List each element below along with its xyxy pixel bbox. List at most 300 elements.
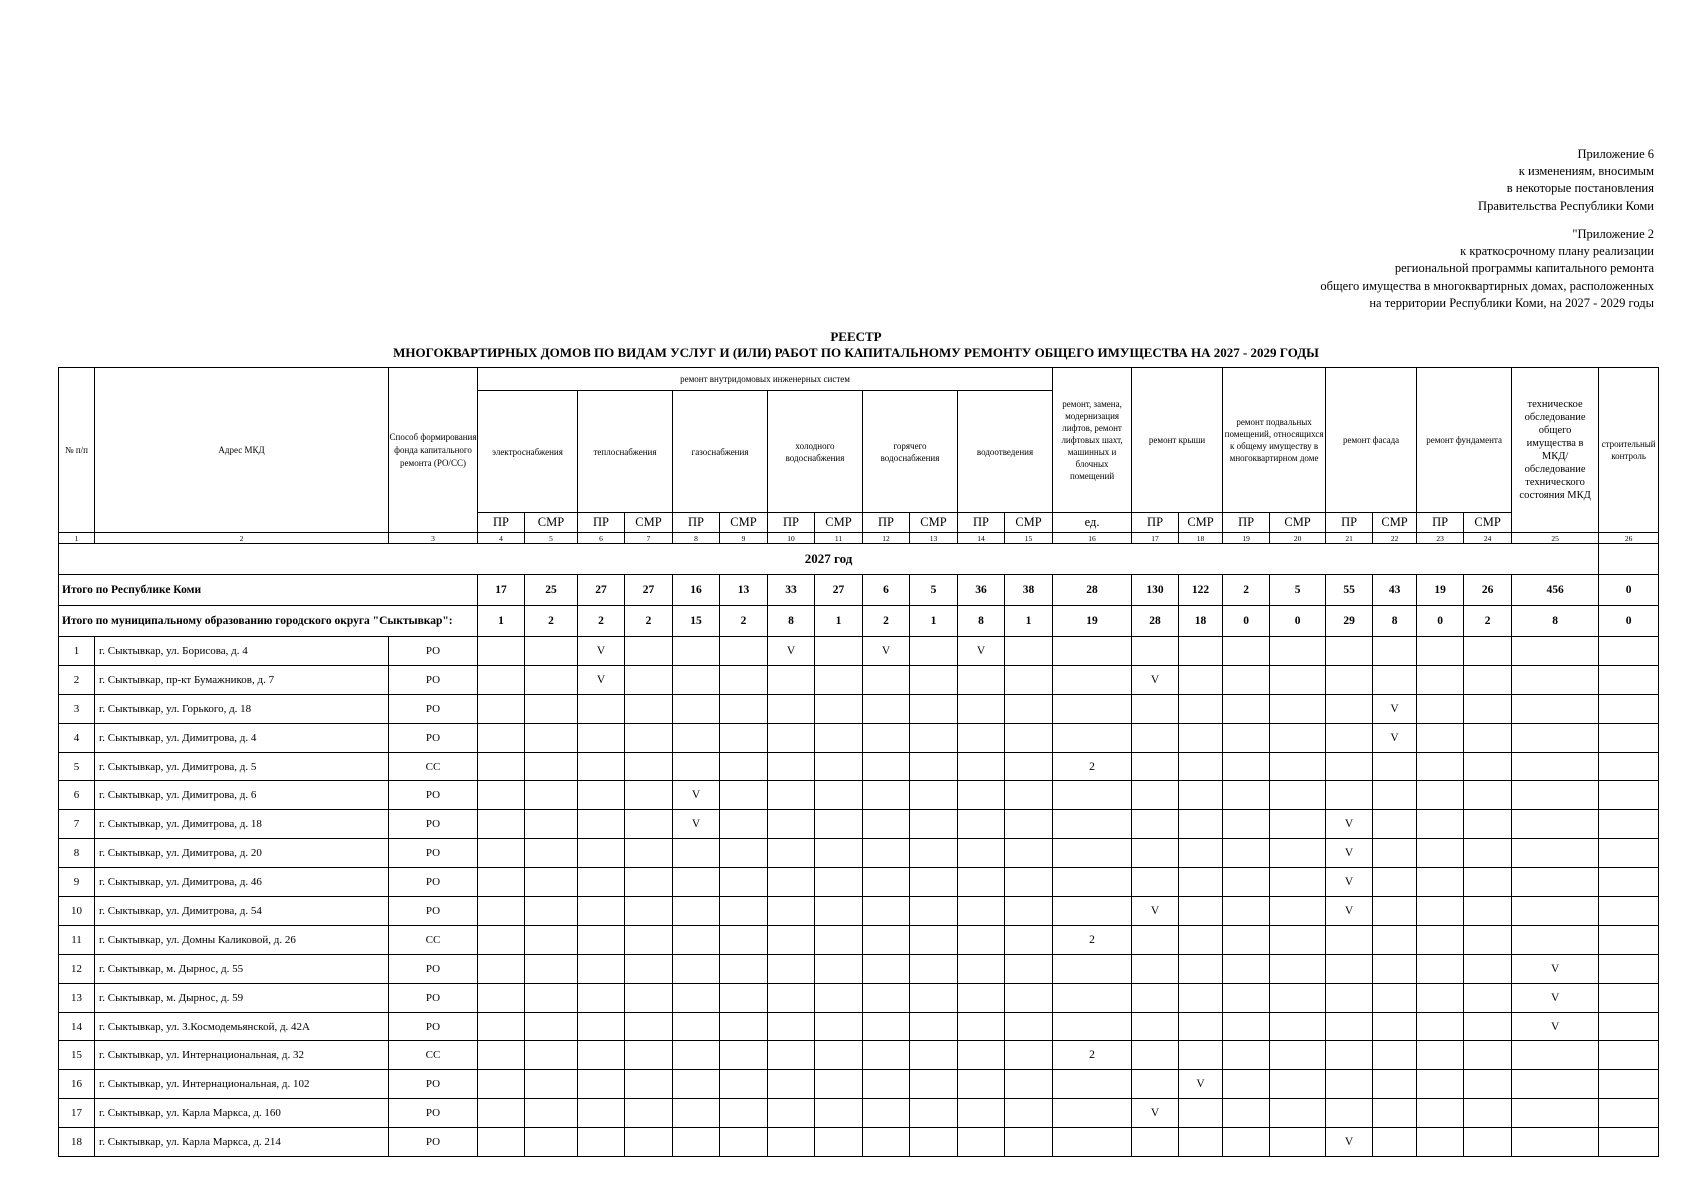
row-cell	[673, 637, 720, 666]
row-cell	[958, 1070, 1005, 1099]
row-cell	[1326, 1012, 1373, 1041]
row-cell	[525, 637, 578, 666]
total-value: 28	[1053, 575, 1132, 606]
row-cell	[1005, 897, 1053, 926]
row-cell	[625, 1041, 673, 1070]
row-cell	[478, 839, 525, 868]
row-cell	[478, 1099, 525, 1128]
row-cell	[673, 1070, 720, 1099]
row-cell	[720, 723, 768, 752]
total-value: 1	[815, 606, 863, 637]
row-cell	[1373, 839, 1417, 868]
total-value: 27	[815, 575, 863, 606]
row-cell	[768, 1070, 815, 1099]
row-cell	[1223, 1012, 1270, 1041]
row-cell	[1373, 954, 1417, 983]
row-cell	[1132, 839, 1179, 868]
row-cell	[910, 897, 958, 926]
row-cell	[1599, 694, 1659, 723]
header-pr: ПР	[1417, 513, 1464, 533]
row-cell	[478, 665, 525, 694]
row-cell	[525, 1099, 578, 1128]
row-cell	[478, 810, 525, 839]
row-cell	[910, 925, 958, 954]
row-cell	[1599, 752, 1659, 781]
table-row	[59, 1099, 1659, 1128]
header-roof: ремонт крыши	[1132, 368, 1223, 513]
row-cell	[1223, 1128, 1270, 1157]
row-cell	[720, 925, 768, 954]
row-cell	[673, 954, 720, 983]
total-value: 122	[1179, 575, 1223, 606]
row-cell	[910, 810, 958, 839]
row-cell	[1270, 897, 1326, 926]
row-cell	[1270, 839, 1326, 868]
row-cell	[1223, 954, 1270, 983]
row-cell	[1464, 781, 1512, 810]
row-cell	[1132, 637, 1179, 666]
column-number: 6	[578, 533, 625, 544]
header-pr: ПР	[578, 513, 625, 533]
row-cell	[1223, 752, 1270, 781]
row-cell	[525, 1128, 578, 1157]
row-cell	[1270, 637, 1326, 666]
appendix-line: Приложение 6	[1577, 147, 1654, 161]
row-cell	[1373, 1041, 1417, 1070]
total-value: 55	[1326, 575, 1373, 606]
total-value: 38	[1005, 575, 1053, 606]
row-cell	[1512, 1070, 1599, 1099]
row-cell	[768, 839, 815, 868]
row-number: 3	[59, 694, 95, 723]
row-cell	[1179, 1128, 1223, 1157]
row-cell	[768, 1041, 815, 1070]
row-cell	[1373, 637, 1417, 666]
row-cell	[1053, 810, 1132, 839]
row-cell	[578, 1128, 625, 1157]
table-row	[59, 1041, 1659, 1070]
row-cell	[1053, 1128, 1132, 1157]
row-cell	[720, 868, 768, 897]
row-cell	[673, 752, 720, 781]
row-cell	[525, 925, 578, 954]
row-cell	[1464, 1070, 1512, 1099]
row-cell	[1512, 897, 1599, 926]
row-cell	[578, 752, 625, 781]
row-cell	[1373, 781, 1417, 810]
row-cell	[1599, 954, 1659, 983]
row-cell	[1132, 810, 1179, 839]
row-cell	[1326, 723, 1373, 752]
row-cell	[863, 954, 910, 983]
row-cell: V	[1326, 810, 1373, 839]
row-cell	[625, 665, 673, 694]
row-cell	[815, 983, 863, 1012]
row-cell	[1132, 781, 1179, 810]
appendix-line: Правительства Республики Коми	[1478, 198, 1654, 213]
header-smr: СМР	[720, 513, 768, 533]
row-cell	[1270, 983, 1326, 1012]
row-cell	[1326, 1099, 1373, 1128]
row-cell: V	[1512, 983, 1599, 1012]
row-cell	[720, 954, 768, 983]
row-cell	[625, 637, 673, 666]
table-row	[59, 1070, 1659, 1099]
row-cell	[958, 723, 1005, 752]
column-number: 11	[815, 533, 863, 544]
row-method: РО	[389, 665, 478, 694]
row-cell	[1599, 925, 1659, 954]
total-value: 6	[863, 575, 910, 606]
row-cell	[1599, 1070, 1659, 1099]
row-cell	[578, 1041, 625, 1070]
row-cell	[1132, 723, 1179, 752]
row-cell	[910, 1041, 958, 1070]
row-cell	[768, 723, 815, 752]
row-cell	[1464, 637, 1512, 666]
row-cell	[1417, 694, 1464, 723]
row-cell	[1053, 637, 1132, 666]
row-cell	[578, 897, 625, 926]
row-cell	[720, 1099, 768, 1128]
row-cell	[1270, 1012, 1326, 1041]
appendix-line: региональной программы капитального ремонта	[1394, 261, 1654, 276]
row-cell	[1005, 1099, 1053, 1128]
row-number: 18	[59, 1128, 95, 1157]
row-cell	[815, 954, 863, 983]
row-cell	[863, 839, 910, 868]
row-cell	[478, 1070, 525, 1099]
row-cell	[815, 897, 863, 926]
header-smr: СМР	[1270, 513, 1326, 533]
appendix-6-note	[1478, 146, 1654, 215]
document-title	[58, 329, 1654, 361]
column-number: 9	[720, 533, 768, 544]
row-cell	[1417, 1012, 1464, 1041]
column-number: 24	[1464, 533, 1512, 544]
row-cell	[625, 954, 673, 983]
row-cell	[1464, 954, 1512, 983]
header-smr: СМР	[1179, 513, 1223, 533]
row-cell	[1005, 868, 1053, 897]
row-cell	[578, 954, 625, 983]
row-cell	[958, 752, 1005, 781]
row-cell	[578, 925, 625, 954]
row-cell	[1179, 839, 1223, 868]
row-cell	[525, 752, 578, 781]
row-cell	[1053, 665, 1132, 694]
row-cell	[1599, 637, 1659, 666]
column-number: 4	[478, 533, 525, 544]
row-cell	[1464, 1012, 1512, 1041]
row-cell	[720, 983, 768, 1012]
row-cell	[720, 1128, 768, 1157]
row-cell	[720, 637, 768, 666]
row-cell	[625, 810, 673, 839]
row-cell	[673, 694, 720, 723]
row-cell	[525, 723, 578, 752]
row-cell	[1179, 665, 1223, 694]
header-pr: ПР	[673, 513, 720, 533]
row-cell	[478, 1128, 525, 1157]
column-number: 12	[863, 533, 910, 544]
row-cell: V	[1512, 1012, 1599, 1041]
row-cell	[910, 752, 958, 781]
row-cell	[1053, 839, 1132, 868]
row-cell	[958, 1012, 1005, 1041]
row-cell	[863, 781, 910, 810]
row-cell	[1599, 1041, 1659, 1070]
row-cell	[1179, 694, 1223, 723]
row-method: РО	[389, 637, 478, 666]
row-cell	[1005, 954, 1053, 983]
row-cell	[673, 897, 720, 926]
row-cell: 2	[1053, 752, 1132, 781]
row-number: 10	[59, 897, 95, 926]
row-cell	[1270, 723, 1326, 752]
total-value: 27	[578, 575, 625, 606]
total-value: 1	[1005, 606, 1053, 637]
row-cell	[910, 868, 958, 897]
row-cell	[1270, 752, 1326, 781]
row-cell	[958, 810, 1005, 839]
row-cell: V	[1326, 1128, 1373, 1157]
row-method: РО	[389, 897, 478, 926]
row-cell	[1179, 637, 1223, 666]
row-cell	[768, 1128, 815, 1157]
row-cell	[768, 954, 815, 983]
row-cell	[815, 1041, 863, 1070]
row-cell	[1326, 752, 1373, 781]
row-number: 1	[59, 637, 95, 666]
row-cell: V	[1132, 1099, 1179, 1128]
row-cell	[1053, 954, 1132, 983]
total-value: 5	[1270, 575, 1326, 606]
total-value: 2	[578, 606, 625, 637]
row-address: г. Сыктывкар, ул. Интернациональная, д. 32	[95, 1041, 389, 1070]
row-cell	[578, 868, 625, 897]
total-value: 26	[1464, 575, 1512, 606]
total-value: 130	[1132, 575, 1179, 606]
row-cell	[1417, 723, 1464, 752]
row-cell	[910, 694, 958, 723]
row-number: 2	[59, 665, 95, 694]
row-cell	[768, 1099, 815, 1128]
row-method: РО	[389, 1012, 478, 1041]
row-method: РО	[389, 839, 478, 868]
row-cell	[1053, 983, 1132, 1012]
header-pr: ПР	[1132, 513, 1179, 533]
row-cell	[1179, 810, 1223, 839]
row-address: г. Сыктывкар, ул. З.Космодемьянской, д. 42А	[95, 1012, 389, 1041]
row-cell	[863, 1099, 910, 1128]
row-cell	[1005, 810, 1053, 839]
table-row	[59, 1128, 1659, 1157]
row-cell	[910, 839, 958, 868]
row-cell	[863, 897, 910, 926]
row-cell	[720, 694, 768, 723]
row-cell	[478, 983, 525, 1012]
row-cell	[1270, 665, 1326, 694]
row-cell: V	[1326, 839, 1373, 868]
row-cell	[863, 810, 910, 839]
row-cell	[1417, 1128, 1464, 1157]
table-row	[59, 637, 1659, 666]
row-address: г. Сыктывкар, м. Дырнос, д. 55	[95, 954, 389, 983]
row-address: г. Сыктывкар, ул. Горького, д. 18	[95, 694, 389, 723]
header-hot-water: горячего водоснабжения	[863, 391, 958, 513]
row-method: СС	[389, 752, 478, 781]
row-cell: V	[578, 665, 625, 694]
header-foundation: ремонт фундамента	[1417, 368, 1512, 513]
row-cell	[1464, 810, 1512, 839]
appendix-line: на территории Республики Коми, на 2027 - 2029 годы	[1369, 295, 1654, 310]
row-cell	[1464, 897, 1512, 926]
row-cell	[720, 752, 768, 781]
row-cell	[863, 752, 910, 781]
row-cell	[1512, 868, 1599, 897]
total-value: 25	[525, 575, 578, 606]
appendix-line: "Приложение 2	[1572, 227, 1654, 241]
row-cell	[478, 897, 525, 926]
row-cell	[478, 752, 525, 781]
row-cell	[1512, 810, 1599, 839]
row-cell	[1326, 665, 1373, 694]
row-cell	[578, 1012, 625, 1041]
row-number: 13	[59, 983, 95, 1012]
row-method: РО	[389, 810, 478, 839]
row-cell	[578, 1099, 625, 1128]
table-row	[59, 781, 1659, 810]
header-lifts: ремонт, замена, модернизация лифтов, ремонт лифтовых шахт, машинных и блочных помещений	[1053, 368, 1132, 513]
row-cell	[910, 637, 958, 666]
total-value: 16	[673, 575, 720, 606]
table-row	[59, 925, 1659, 954]
total-value: 29	[1326, 606, 1373, 637]
header-method: Способ формирования фонда капитального ремонта (РО/СС)	[389, 368, 478, 533]
row-cell	[720, 1012, 768, 1041]
row-method: РО	[389, 954, 478, 983]
year-label: 2027 год	[59, 544, 1599, 575]
row-cell	[1464, 723, 1512, 752]
row-cell	[1132, 954, 1179, 983]
row-cell	[1512, 925, 1599, 954]
row-cell	[1053, 694, 1132, 723]
row-method: СС	[389, 1041, 478, 1070]
row-cell	[863, 983, 910, 1012]
row-cell	[625, 781, 673, 810]
column-number: 5	[525, 533, 578, 544]
total-value: 0	[1599, 606, 1659, 637]
row-cell	[525, 1070, 578, 1099]
total-value: 2	[1223, 575, 1270, 606]
row-cell	[625, 1128, 673, 1157]
row-cell	[1005, 839, 1053, 868]
row-cell	[910, 665, 958, 694]
total-value: 456	[1512, 575, 1599, 606]
row-cell	[578, 810, 625, 839]
row-cell	[1599, 839, 1659, 868]
column-number: 21	[1326, 533, 1373, 544]
row-cell	[478, 781, 525, 810]
row-cell	[673, 1012, 720, 1041]
total-value: 0	[1417, 606, 1464, 637]
row-cell	[958, 897, 1005, 926]
row-cell	[958, 983, 1005, 1012]
row-cell	[1132, 694, 1179, 723]
row-cell	[1223, 1041, 1270, 1070]
row-cell	[1223, 868, 1270, 897]
column-number: 16	[1053, 533, 1132, 544]
column-number: 14	[958, 533, 1005, 544]
row-address: г. Сыктывкар, ул. Димитрова, д. 5	[95, 752, 389, 781]
column-number: 15	[1005, 533, 1053, 544]
header-pr: ПР	[958, 513, 1005, 533]
row-cell	[910, 1012, 958, 1041]
row-cell	[1223, 694, 1270, 723]
appendix-line: в некоторые постановления	[1506, 181, 1654, 196]
year-empty-cell	[1599, 544, 1659, 575]
total-value: 19	[1053, 606, 1132, 637]
row-cell	[1005, 983, 1053, 1012]
row-cell	[720, 781, 768, 810]
row-cell	[1270, 1099, 1326, 1128]
row-cell	[1512, 637, 1599, 666]
row-cell	[1223, 781, 1270, 810]
row-cell	[1132, 925, 1179, 954]
row-cell	[1223, 810, 1270, 839]
row-address: г. Сыктывкар, ул. Димитрова, д. 18	[95, 810, 389, 839]
row-method: РО	[389, 1070, 478, 1099]
row-cell	[910, 723, 958, 752]
row-cell	[1512, 1041, 1599, 1070]
row-cell	[1599, 810, 1659, 839]
row-number: 7	[59, 810, 95, 839]
row-cell	[768, 665, 815, 694]
row-cell	[720, 897, 768, 926]
header-smr: СМР	[1464, 513, 1512, 533]
total-value: 36	[958, 575, 1005, 606]
row-cell	[1373, 1128, 1417, 1157]
row-cell	[578, 781, 625, 810]
row-address: г. Сыктывкар, ул. Димитрова, д. 54	[95, 897, 389, 926]
total-value: 18	[1179, 606, 1223, 637]
row-cell	[1373, 1070, 1417, 1099]
total-value: 8	[1512, 606, 1599, 637]
header-smr: СМР	[525, 513, 578, 533]
row-cell	[1464, 868, 1512, 897]
row-cell	[720, 665, 768, 694]
row-cell	[815, 694, 863, 723]
row-cell	[1373, 1012, 1417, 1041]
row-cell	[1464, 925, 1512, 954]
table-row	[59, 665, 1659, 694]
row-cell	[478, 868, 525, 897]
row-cell	[1417, 983, 1464, 1012]
row-cell	[1373, 1099, 1417, 1128]
row-method: РО	[389, 1128, 478, 1157]
row-cell	[578, 694, 625, 723]
row-cell	[1179, 1099, 1223, 1128]
row-cell	[1270, 810, 1326, 839]
table-row	[59, 897, 1659, 926]
row-cell	[815, 925, 863, 954]
header-smr: СМР	[1373, 513, 1417, 533]
row-number: 16	[59, 1070, 95, 1099]
row-cell	[1512, 1128, 1599, 1157]
row-number: 6	[59, 781, 95, 810]
header-pr: ПР	[1326, 513, 1373, 533]
